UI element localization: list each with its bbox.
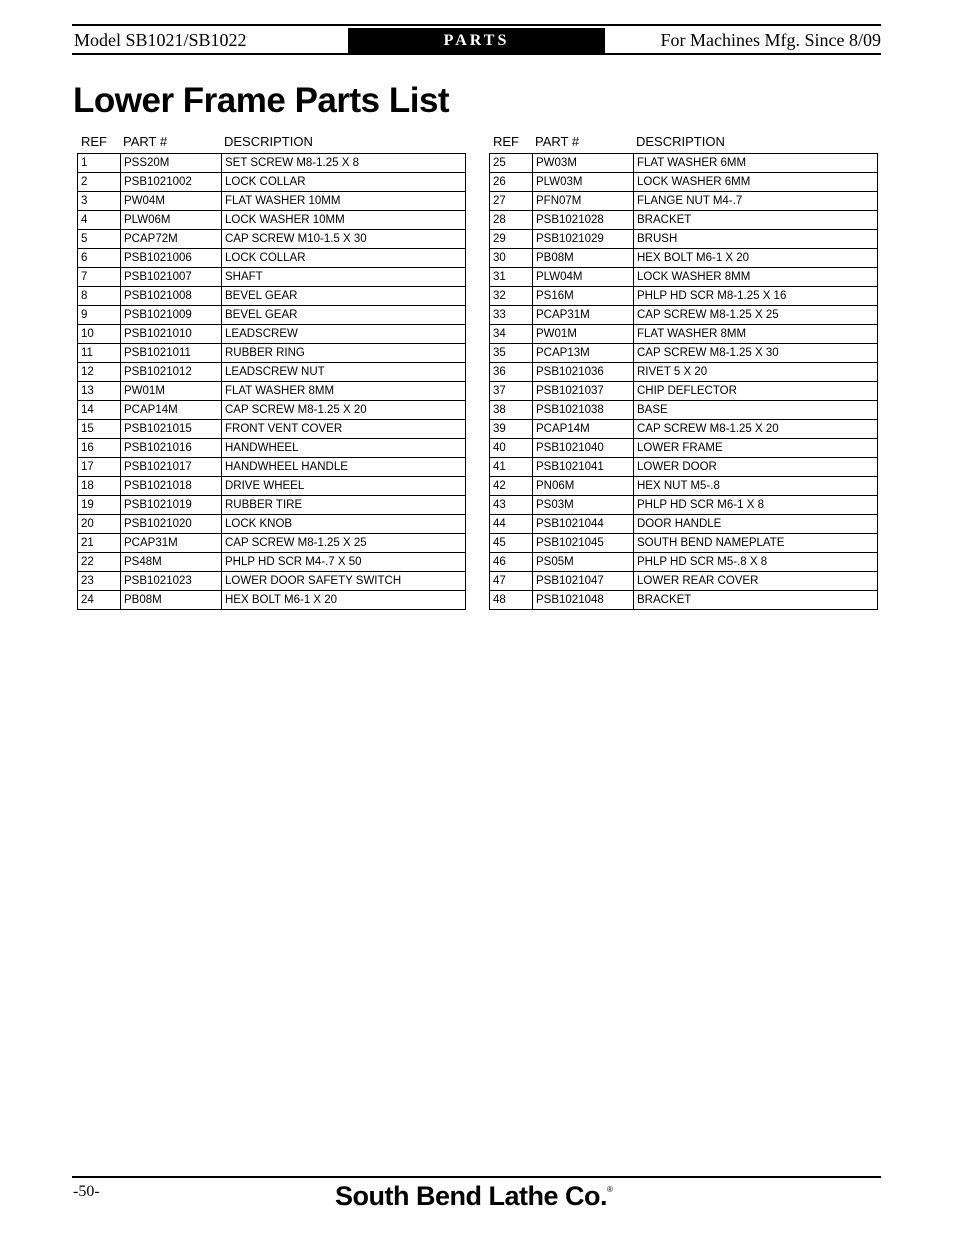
cell-part-number: PSB1021041 — [533, 458, 634, 477]
table-row — [78, 458, 466, 477]
cell-part-number: PFN07M — [533, 192, 634, 211]
table-row — [78, 344, 466, 363]
cell-ref: 3 — [78, 192, 121, 211]
cell-part-number: PW04M — [121, 192, 222, 211]
cell-part-number: PSS20M — [121, 154, 222, 173]
cell-description: LOWER DOOR SAFETY SWITCH — [222, 572, 466, 591]
table-row — [78, 515, 466, 534]
cell-ref: 25 — [490, 154, 533, 173]
table-row — [490, 325, 878, 344]
parts-table — [489, 153, 878, 610]
table-row — [78, 382, 466, 401]
cell-ref: 2 — [78, 173, 121, 192]
cell-ref: 1 — [78, 154, 121, 173]
cell-part-number: PCAP14M — [533, 420, 634, 439]
cell-ref: 18 — [78, 477, 121, 496]
cell-ref: 15 — [78, 420, 121, 439]
cell-part-number: PSB1021044 — [533, 515, 634, 534]
column-header-part: PART # — [535, 134, 580, 149]
table-row — [490, 458, 878, 477]
cell-description: LOCK WASHER 10MM — [222, 211, 466, 230]
cell-description: CHIP DEFLECTOR — [634, 382, 878, 401]
cell-ref: 22 — [78, 553, 121, 572]
cell-ref: 39 — [490, 420, 533, 439]
cell-part-number: PLW06M — [121, 211, 222, 230]
cell-part-number: PW01M — [533, 325, 634, 344]
header-machines-date: For Machines Mfg. Since 8/09 — [660, 30, 881, 50]
table-row — [78, 401, 466, 420]
cell-description: PHLP HD SCR M5-.8 X 8 — [634, 553, 878, 572]
cell-ref: 17 — [78, 458, 121, 477]
cell-description: HEX NUT M5-.8 — [634, 477, 878, 496]
cell-ref: 32 — [490, 287, 533, 306]
cell-description: LOCK COLLAR — [222, 173, 466, 192]
table-row — [490, 249, 878, 268]
table-row — [490, 382, 878, 401]
table-row — [490, 553, 878, 572]
cell-description: LOWER FRAME — [634, 439, 878, 458]
cell-description: PHLP HD SCR M4-.7 X 50 — [222, 553, 466, 572]
cell-ref: 45 — [490, 534, 533, 553]
cell-ref: 20 — [78, 515, 121, 534]
table-row — [78, 325, 466, 344]
table-row — [490, 401, 878, 420]
cell-description: LEADSCREW — [222, 325, 466, 344]
table-row — [490, 230, 878, 249]
cell-description: CAP SCREW M8-1.25 X 25 — [222, 534, 466, 553]
cell-ref: 16 — [78, 439, 121, 458]
cell-part-number: PW03M — [533, 154, 634, 173]
cell-description: HEX BOLT M6-1 X 20 — [634, 249, 878, 268]
cell-ref: 48 — [490, 591, 533, 610]
cell-description: HEX BOLT M6-1 X 20 — [222, 591, 466, 610]
cell-ref: 37 — [490, 382, 533, 401]
cell-part-number: PCAP14M — [121, 401, 222, 420]
cell-description: HANDWHEEL — [222, 439, 466, 458]
cell-description: PHLP HD SCR M6-1 X 8 — [634, 496, 878, 515]
table-row — [78, 306, 466, 325]
table-row — [490, 477, 878, 496]
header-section-badge: PARTS — [348, 28, 605, 53]
cell-part-number: PSB1021036 — [533, 363, 634, 382]
cell-description: DRIVE WHEEL — [222, 477, 466, 496]
cell-description: CAP SCREW M8-1.25 X 20 — [222, 401, 466, 420]
table-row — [490, 306, 878, 325]
cell-description: RUBBER RING — [222, 344, 466, 363]
cell-part-number: PSB1021008 — [121, 287, 222, 306]
cell-ref: 26 — [490, 173, 533, 192]
table-row — [490, 420, 878, 439]
cell-part-number: PSB1021047 — [533, 572, 634, 591]
table-row — [78, 553, 466, 572]
cell-description: LOCK COLLAR — [222, 249, 466, 268]
cell-ref: 34 — [490, 325, 533, 344]
cell-ref: 43 — [490, 496, 533, 515]
cell-description: SET SCREW M8-1.25 X 8 — [222, 154, 466, 173]
cell-description: RUBBER TIRE — [222, 496, 466, 515]
page-number: -50- — [73, 1183, 100, 1200]
cell-description: FLAT WASHER 10MM — [222, 192, 466, 211]
table-row — [78, 496, 466, 515]
cell-ref: 46 — [490, 553, 533, 572]
cell-ref: 40 — [490, 439, 533, 458]
cell-description: CAP SCREW M10-1.5 X 30 — [222, 230, 466, 249]
header-top-rule — [72, 24, 881, 26]
table-row — [78, 477, 466, 496]
cell-description: CAP SCREW M8-1.25 X 25 — [634, 306, 878, 325]
table-row — [490, 268, 878, 287]
table-row — [490, 363, 878, 382]
table-row — [78, 173, 466, 192]
cell-description: BASE — [634, 401, 878, 420]
table-row — [490, 496, 878, 515]
column-headers — [77, 133, 465, 153]
cell-part-number: PS05M — [533, 553, 634, 572]
cell-ref: 41 — [490, 458, 533, 477]
cell-ref: 7 — [78, 268, 121, 287]
cell-description: RIVET 5 X 20 — [634, 363, 878, 382]
table-row — [78, 591, 466, 610]
cell-ref: 13 — [78, 382, 121, 401]
cell-ref: 47 — [490, 572, 533, 591]
cell-ref: 28 — [490, 211, 533, 230]
cell-description: LOCK KNOB — [222, 515, 466, 534]
cell-part-number: PSB1021018 — [121, 477, 222, 496]
cell-ref: 9 — [78, 306, 121, 325]
column-headers — [489, 133, 877, 153]
cell-description: BRACKET — [634, 211, 878, 230]
parts-table-right — [489, 133, 877, 610]
header-bottom-rule — [72, 53, 881, 55]
cell-ref: 36 — [490, 363, 533, 382]
cell-description: BEVEL GEAR — [222, 306, 466, 325]
cell-part-number: PSB1021045 — [533, 534, 634, 553]
table-row — [78, 439, 466, 458]
cell-ref: 42 — [490, 477, 533, 496]
table-row — [490, 344, 878, 363]
table-row — [78, 534, 466, 553]
column-header-description: DESCRIPTION — [224, 134, 313, 149]
cell-ref: 30 — [490, 249, 533, 268]
cell-description: FLANGE NUT M4-.7 — [634, 192, 878, 211]
table-row — [490, 287, 878, 306]
cell-description: CAP SCREW M8-1.25 X 30 — [634, 344, 878, 363]
cell-ref: 14 — [78, 401, 121, 420]
cell-part-number: PSB1021020 — [121, 515, 222, 534]
cell-part-number: PSB1021007 — [121, 268, 222, 287]
cell-part-number: PCAP31M — [121, 534, 222, 553]
cell-part-number: PSB1021016 — [121, 439, 222, 458]
table-row — [490, 211, 878, 230]
cell-ref: 29 — [490, 230, 533, 249]
cell-ref: 8 — [78, 287, 121, 306]
cell-part-number: PSB1021029 — [533, 230, 634, 249]
cell-description: FLAT WASHER 8MM — [634, 325, 878, 344]
cell-part-number: PSB1021010 — [121, 325, 222, 344]
table-row — [490, 154, 878, 173]
cell-description: PHLP HD SCR M8-1.25 X 16 — [634, 287, 878, 306]
cell-ref: 10 — [78, 325, 121, 344]
cell-part-number: PCAP72M — [121, 230, 222, 249]
table-row — [490, 591, 878, 610]
cell-description: LOWER DOOR — [634, 458, 878, 477]
cell-ref: 5 — [78, 230, 121, 249]
cell-ref: 44 — [490, 515, 533, 534]
cell-part-number: PB08M — [121, 591, 222, 610]
cell-ref: 31 — [490, 268, 533, 287]
cell-ref: 38 — [490, 401, 533, 420]
table-row — [78, 211, 466, 230]
table-row — [78, 287, 466, 306]
cell-part-number: PSB1021048 — [533, 591, 634, 610]
table-row — [490, 173, 878, 192]
table-row — [78, 420, 466, 439]
column-header-description: DESCRIPTION — [636, 134, 725, 149]
cell-part-number: PSB1021006 — [121, 249, 222, 268]
cell-part-number: PSB1021017 — [121, 458, 222, 477]
cell-part-number: PSB1021023 — [121, 572, 222, 591]
cell-part-number: PCAP31M — [533, 306, 634, 325]
header-model: Model SB1021/SB1022 — [74, 30, 247, 50]
column-header-part: PART # — [123, 134, 168, 149]
table-row — [78, 572, 466, 591]
table-row — [78, 268, 466, 287]
cell-ref: 21 — [78, 534, 121, 553]
cell-part-number: PSB1021009 — [121, 306, 222, 325]
cell-description: FRONT VENT COVER — [222, 420, 466, 439]
cell-part-number: PS48M — [121, 553, 222, 572]
cell-ref: 33 — [490, 306, 533, 325]
cell-description: SOUTH BEND NAMEPLATE — [634, 534, 878, 553]
cell-part-number: PN06M — [533, 477, 634, 496]
cell-ref: 27 — [490, 192, 533, 211]
cell-description: LOWER REAR COVER — [634, 572, 878, 591]
cell-description: BEVEL GEAR — [222, 287, 466, 306]
cell-part-number: PLW03M — [533, 173, 634, 192]
cell-description: DOOR HANDLE — [634, 515, 878, 534]
column-header-ref: REF — [493, 134, 519, 149]
cell-description: CAP SCREW M8-1.25 X 20 — [634, 420, 878, 439]
page-title: Lower Frame Parts List — [73, 81, 450, 120]
cell-part-number: PSB1021011 — [121, 344, 222, 363]
cell-description: FLAT WASHER 6MM — [634, 154, 878, 173]
cell-part-number: PSB1021015 — [121, 420, 222, 439]
cell-ref: 4 — [78, 211, 121, 230]
cell-part-number: PSB1021028 — [533, 211, 634, 230]
cell-part-number: PSB1021012 — [121, 363, 222, 382]
column-header-ref: REF — [81, 134, 107, 149]
cell-description: BRACKET — [634, 591, 878, 610]
cell-ref: 24 — [78, 591, 121, 610]
cell-description: LOCK WASHER 6MM — [634, 173, 878, 192]
table-row — [78, 249, 466, 268]
cell-part-number: PW01M — [121, 382, 222, 401]
cell-part-number: PSB1021037 — [533, 382, 634, 401]
cell-ref: 12 — [78, 363, 121, 382]
cell-description: BRUSH — [634, 230, 878, 249]
cell-description: HANDWHEEL HANDLE — [222, 458, 466, 477]
cell-part-number: PCAP13M — [533, 344, 634, 363]
table-row — [78, 363, 466, 382]
cell-description: FLAT WASHER 8MM — [222, 382, 466, 401]
cell-part-number: PSB1021038 — [533, 401, 634, 420]
cell-part-number: PS16M — [533, 287, 634, 306]
table-row — [490, 192, 878, 211]
cell-description: LEADSCREW NUT — [222, 363, 466, 382]
cell-part-number: PSB1021002 — [121, 173, 222, 192]
cell-part-number: PLW04M — [533, 268, 634, 287]
registered-mark: ® — [607, 1185, 613, 1194]
table-row — [490, 534, 878, 553]
parts-table — [77, 153, 466, 610]
cell-ref: 6 — [78, 249, 121, 268]
table-row — [78, 192, 466, 211]
cell-part-number: PS03M — [533, 496, 634, 515]
cell-part-number: PSB1021019 — [121, 496, 222, 515]
table-row — [78, 230, 466, 249]
cell-ref: 35 — [490, 344, 533, 363]
parts-table-left — [77, 133, 465, 610]
table-row — [490, 439, 878, 458]
cell-ref: 19 — [78, 496, 121, 515]
cell-part-number: PSB1021040 — [533, 439, 634, 458]
table-row — [490, 515, 878, 534]
table-row — [78, 154, 466, 173]
cell-ref: 23 — [78, 572, 121, 591]
cell-description: SHAFT — [222, 268, 466, 287]
cell-description: LOCK WASHER 8MM — [634, 268, 878, 287]
brand-logo-text: South Bend Lathe Co. — [335, 1181, 607, 1211]
cell-ref: 11 — [78, 344, 121, 363]
table-row — [490, 572, 878, 591]
cell-part-number: PB08M — [533, 249, 634, 268]
